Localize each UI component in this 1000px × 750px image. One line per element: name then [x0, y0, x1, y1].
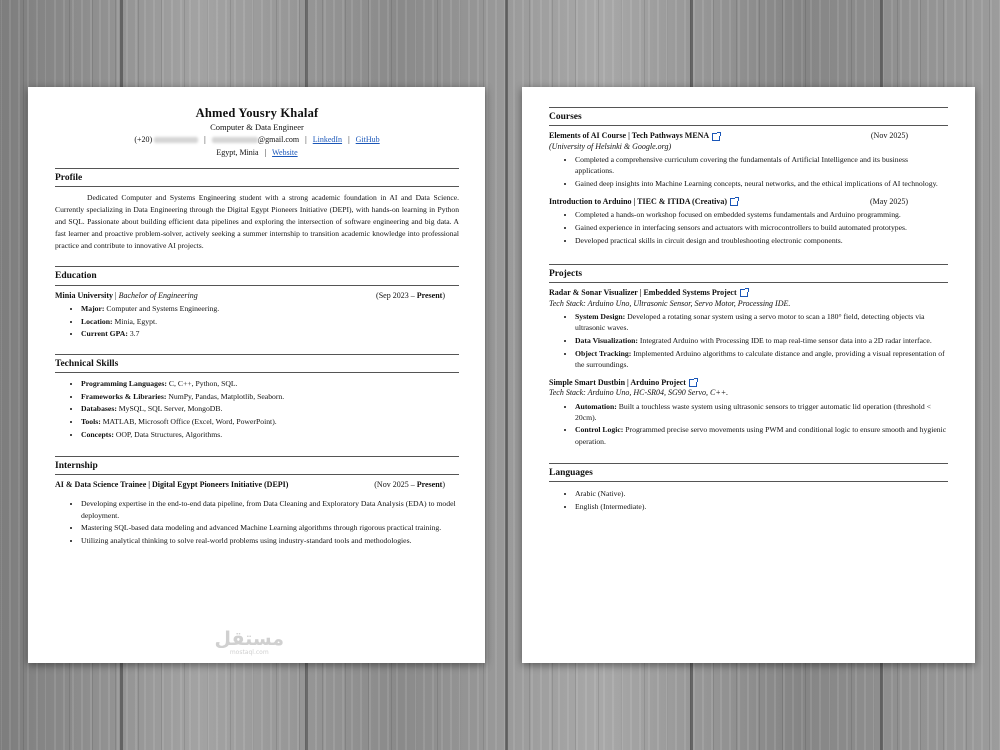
list-item: • Current GPA: 3.7 — [81, 328, 459, 339]
section-title: Profile — [55, 168, 459, 187]
list-item: • Data Visualization: Integrated Arduino with Processing IDE to map real-time sensor data into a 2D radar interface. — [575, 335, 948, 346]
list-item: • Object Tracking: Implemented Arduino algorithms to calculate distance and angle, providing a visual representation of the surroundings. — [575, 348, 948, 370]
list-item: • Developing expertise in the end-to-end data pipeline, from Data Cleaning and Exploratory Data Analysis (EDA) to model deployment. — [81, 498, 459, 520]
candidate-title: Computer & Data Engineer — [210, 122, 304, 133]
languages-section — [549, 463, 948, 512]
location: Egypt, Minia — [216, 147, 259, 157]
education-date: (Sep 2023 – Present) — [376, 290, 445, 300]
section-title: Technical Skills — [55, 354, 459, 373]
section-title: Education — [55, 266, 459, 285]
section-title: Courses — [549, 107, 948, 126]
courses-section — [549, 107, 948, 246]
location-line: Egypt, Minia | Website — [216, 147, 298, 157]
mostaql-watermark: مستقل mostaql.com — [214, 628, 284, 657]
list-item: • Databases: MySQL, SQL Server, MongoDB. — [81, 403, 459, 414]
list-item: • Major: Computer and Systems Engineering. — [81, 303, 459, 314]
skills-list — [55, 378, 459, 440]
list-item: • Arabic (Native). — [575, 488, 948, 499]
list-item: • Programming Languages: C, C++, Python, SQL. — [81, 378, 459, 389]
list-item: • Gained deep insights into Machine Learning concepts, neural networks, and the ethical implications of AI technology. — [575, 178, 948, 189]
list-item: • Tools: MATLAB, Microsoft Office (Excel, Word, PowerPoint). — [81, 416, 459, 427]
redacted-phone — [154, 137, 198, 143]
internship-section — [55, 456, 459, 546]
list-item: • Mastering SQL-based data modeling and advanced Machine Learning algorithms through rigorous practical training. — [81, 522, 459, 533]
external-link-icon[interactable] — [740, 289, 748, 297]
skills-section — [55, 354, 459, 440]
phone-prefix: (+20) — [134, 135, 153, 145]
project-title: Radar & Sonar Visualizer | Embedded Systems Project — [549, 288, 737, 298]
list-item: • English (Intermediate). — [575, 501, 948, 512]
resume-header — [55, 105, 459, 158]
profile-text: Dedicated Computer and Systems Engineering student with a strong academic foundation in AI and Data Science. Currently specializing in Data Engineering through the Digital Egypt Pioneers Initiative (DEPI), with hands-on learning in Python and SQL. Passionate about building efficient data pipelines and exploring the intersection of software engineering and big data. A fast learner and proactive problem-solver, actively seeking a summer internship to transition academic knowledge into professional practice and contribute to innovative AI projects. — [55, 193, 459, 251]
section-title: Projects — [549, 264, 948, 283]
course-entry — [549, 197, 948, 246]
course-title: Elements of AI Course | Tech Pathways MENA — [549, 131, 710, 141]
list-item: • Concepts: OOP, Data Structures, Algorithms. — [81, 429, 459, 440]
email-suffix: @gmail.com — [257, 135, 300, 145]
course-date: (Nov 2025) — [870, 131, 908, 141]
external-link-icon[interactable] — [689, 379, 697, 387]
course-title: Introduction to Arduino | TIEC & ITIDA (Creativa) — [549, 197, 728, 207]
course-date: (May 2025) — [870, 197, 908, 207]
project-title: Simple Smart Dustbin | Arduino Project — [549, 377, 686, 387]
internship-role: AI & Data Science Trainee | Digital Egypt Pioneers Initiative (DEPI) — [55, 480, 289, 490]
list-item: • Gained experience in interfacing sensors and actuators with microcontrollers to build automated prototypes. — [575, 222, 948, 233]
list-item: • Completed a comprehensive curriculum covering the fundamentals of Artificial Intelligence and its business applications. — [575, 154, 948, 176]
wood-gap — [505, 0, 508, 750]
school-name: Minia University — [55, 290, 113, 300]
list-item: • Location: Minia, Egypt. — [81, 316, 459, 327]
section-title: Languages — [549, 463, 948, 482]
project-stack: Tech Stack: Arduino Uno, HC-SR04, SG90 Servo, C++. — [549, 388, 729, 398]
project-stack: Tech Stack: Arduino Uno, Ultrasonic Sensor, Servo Motor, Processing IDE. — [549, 298, 791, 308]
github-link[interactable]: GitHub — [355, 135, 380, 145]
list-item: • Frameworks & Libraries: NumPy, Pandas, Matplotlib, Seaborn. — [81, 391, 459, 402]
internship-date: (Nov 2025 – Present) — [374, 480, 445, 490]
education-list — [55, 303, 459, 339]
external-link-icon[interactable] — [712, 133, 720, 141]
list-item: • System Design: Developed a rotating sonar system using a servo motor to scan a 180° field, detecting objects via ultrasonic waves. — [575, 311, 948, 333]
internship-heading — [55, 480, 459, 490]
list-item: • Automation: Built a touchless waste system using ultrasonic sensors to trigger automatic lid operation (threshold < 20cm). — [575, 401, 948, 423]
degree: Bachelor of Engineering — [118, 290, 198, 300]
section-title: Internship — [55, 456, 459, 475]
list-item: • Utilizing analytical thinking to solve real-world problems using industry-standard tools and methodologies. — [81, 535, 459, 546]
candidate-name: Ahmed Yousry Khalaf — [195, 106, 319, 120]
list-item: • Completed a hands-on workshop focused on embedded systems fundamentals and Arduino programming. — [575, 209, 948, 220]
education-section — [55, 266, 459, 339]
course-entry — [549, 131, 948, 189]
linkedin-link[interactable]: LinkedIn — [312, 135, 343, 145]
project-entry — [549, 288, 948, 370]
website-link[interactable]: Website — [272, 147, 298, 157]
projects-section — [549, 264, 948, 447]
resume-page-2 — [522, 87, 975, 663]
contact-line: (+20) | @gmail.com | LinkedIn | GitHub — [134, 135, 380, 145]
list-item: • Developed practical skills in circuit design and troubleshooting electronic components. — [575, 235, 948, 246]
redacted-email — [212, 137, 258, 143]
project-entry — [549, 378, 948, 447]
list-item: • Control Logic: Programmed precise servo movements using PWM and conditional logic to ensure smooth and hygienic operation. — [575, 424, 948, 446]
internship-list — [55, 498, 459, 546]
course-provider: (University of Helsinki & Google.org) — [549, 141, 672, 151]
external-link-icon[interactable] — [730, 198, 738, 206]
education-heading: Minia University | Bachelor of Engineering (Sep 2023 – Present) — [55, 291, 459, 301]
profile-section — [55, 168, 459, 252]
resume-page-1 — [28, 87, 485, 663]
